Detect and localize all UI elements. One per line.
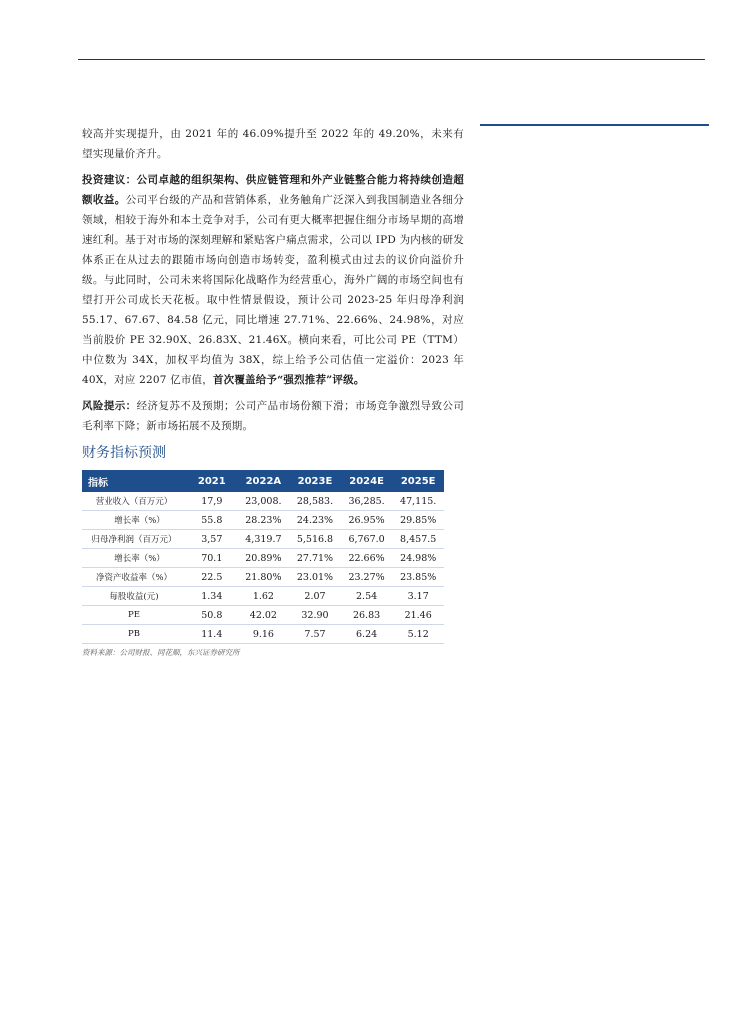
row-label: 增长率（%） — [82, 549, 186, 568]
investment-advice-heading: 投资建议：公司卓越的组织架构、供应链管理和外产业链整合能力将持续创造超额收益。 — [82, 174, 464, 206]
table-header-row — [82, 470, 444, 492]
table-cell: 1.34 — [186, 587, 238, 606]
header-2022a: 2022A — [245, 475, 282, 487]
table-cell: 5.12 — [392, 625, 444, 644]
table-cell: 22.66% — [341, 549, 393, 568]
row-label: PB — [82, 625, 186, 644]
table-cell: 36,285. — [341, 492, 393, 511]
table-cell: 4,319.7 — [238, 530, 290, 549]
header-2025e: 2025E — [400, 475, 436, 487]
paragraph-risk — [82, 396, 464, 436]
table-row — [82, 568, 444, 587]
table-cell: 23.27% — [341, 568, 393, 587]
table-cell: 22.5 — [186, 568, 238, 587]
table-cell: 32.90 — [289, 606, 341, 625]
table-cell: 1.62 — [238, 587, 290, 606]
row-label: 净资产收益率（%） — [82, 568, 186, 587]
table-cell: 70.1 — [186, 549, 238, 568]
table-cell: 2.54 — [341, 587, 393, 606]
row-label: PE — [82, 606, 186, 625]
header-2021: 2021 — [197, 475, 226, 487]
header-rule — [78, 59, 705, 60]
table-cell: 21.80% — [238, 568, 290, 587]
risk-text: 经济复苏不及预期；公司产品市场份额下滑；市场竞争激烈导致公司毛利率下降；新市场拓展不及预期。 — [82, 400, 465, 432]
table-row — [82, 606, 444, 625]
table-cell: 6,767.0 — [341, 530, 393, 549]
table-row — [82, 549, 444, 568]
main-content — [82, 124, 464, 658]
table-cell: 42.02 — [238, 606, 290, 625]
table-cell: 7.57 — [289, 625, 341, 644]
table-cell: 24.98% — [392, 549, 444, 568]
table-title: 财务指标预测 — [82, 445, 166, 461]
table-cell: 24.23% — [289, 511, 341, 530]
table-cell: 3.17 — [392, 587, 444, 606]
table-cell: 5,516.8 — [289, 530, 341, 549]
table-row — [82, 492, 444, 511]
table-row — [82, 511, 444, 530]
table-cell: 21.46 — [392, 606, 444, 625]
rating-statement: 首次覆盖给予“强烈推荐”评级。 — [212, 374, 365, 386]
row-label: 每股收益(元) — [82, 587, 186, 606]
table-cell: 17,9 — [186, 492, 238, 511]
table-cell: 26.95% — [341, 511, 393, 530]
table-cell: 6.24 — [341, 625, 393, 644]
paragraph-intro: 较高并实现提升，由 2021 年的 46.09%提升至 2022 年的 49.20%，未来有望实现量价齐升。 — [82, 128, 464, 160]
table-cell: 26.83 — [341, 606, 393, 625]
table-cell: 23.01% — [289, 568, 341, 587]
table-cell: 20.89% — [238, 549, 290, 568]
table-cell: 2.07 — [289, 587, 341, 606]
table-cell: 9.16 — [238, 625, 290, 644]
table-cell: 27.71% — [289, 549, 341, 568]
table-row — [82, 530, 444, 549]
header-2023e: 2023E — [297, 475, 333, 487]
table-cell: 28.23% — [238, 511, 290, 530]
table-cell: 23.85% — [392, 568, 444, 587]
table-cell: 11.4 — [186, 625, 238, 644]
table-cell: 55.8 — [186, 511, 238, 530]
table-cell: 23,008. — [238, 492, 290, 511]
table-cell: 50.8 — [186, 606, 238, 625]
table-cell: 8,457.5 — [392, 530, 444, 549]
financial-forecast-table — [82, 470, 444, 644]
table-cell: 3,57 — [186, 530, 238, 549]
table-cell: 29.85% — [392, 511, 444, 530]
paragraph-investment-advice — [82, 170, 464, 390]
investment-advice-text: 公司平台级的产品和营销体系，业务触角广泛深入到我国制造业各细分领域，相较于海外和本土竞争对手，公司有更大概率把握住细分市场早期的高增速红利。基于对市场的深刻理解和紧贴客户痛点需求，公司以 IPD 为内核的研发体系正在从过去的跟随市场向创造市场转变，盈利模式由过去的议价向溢价升级。与此同时，公司未来将国际化战略作为经营重心，海外广阔的市场空间也有望打开公司成长天花板。取中性情景假设，预计公司 2023-25 年归母净利润 55.17、67.67、84.58 亿元，同比增速 27.71%、22.66%、24.98%，对应当前股价 PE 32.90X、26.83X、21.46X。横向来看，可比公司 PE（TTM）中位数为 34X，加权平均值为 38X，综上给予公司估值一定溢价：2023 年 40X，对应 2207 亿市值， — [82, 194, 464, 386]
sidebar-rule — [480, 124, 709, 126]
table-row — [82, 625, 444, 644]
row-label: 营业收入（百万元） — [82, 492, 186, 511]
header-2024e: 2024E — [349, 475, 384, 487]
table-cell: 28,583. — [289, 492, 341, 511]
risk-heading: 风险提示： — [82, 400, 137, 412]
row-label: 归母净利润（百万元） — [82, 530, 186, 549]
header-indicator: 指标 — [88, 477, 108, 489]
table-cell: 47,115. — [392, 492, 444, 511]
table-source-note: 资料来源：公司财报、同花顺，东兴证券研究所 — [82, 648, 240, 657]
table-row — [82, 587, 444, 606]
row-label: 增长率（%） — [82, 511, 186, 530]
